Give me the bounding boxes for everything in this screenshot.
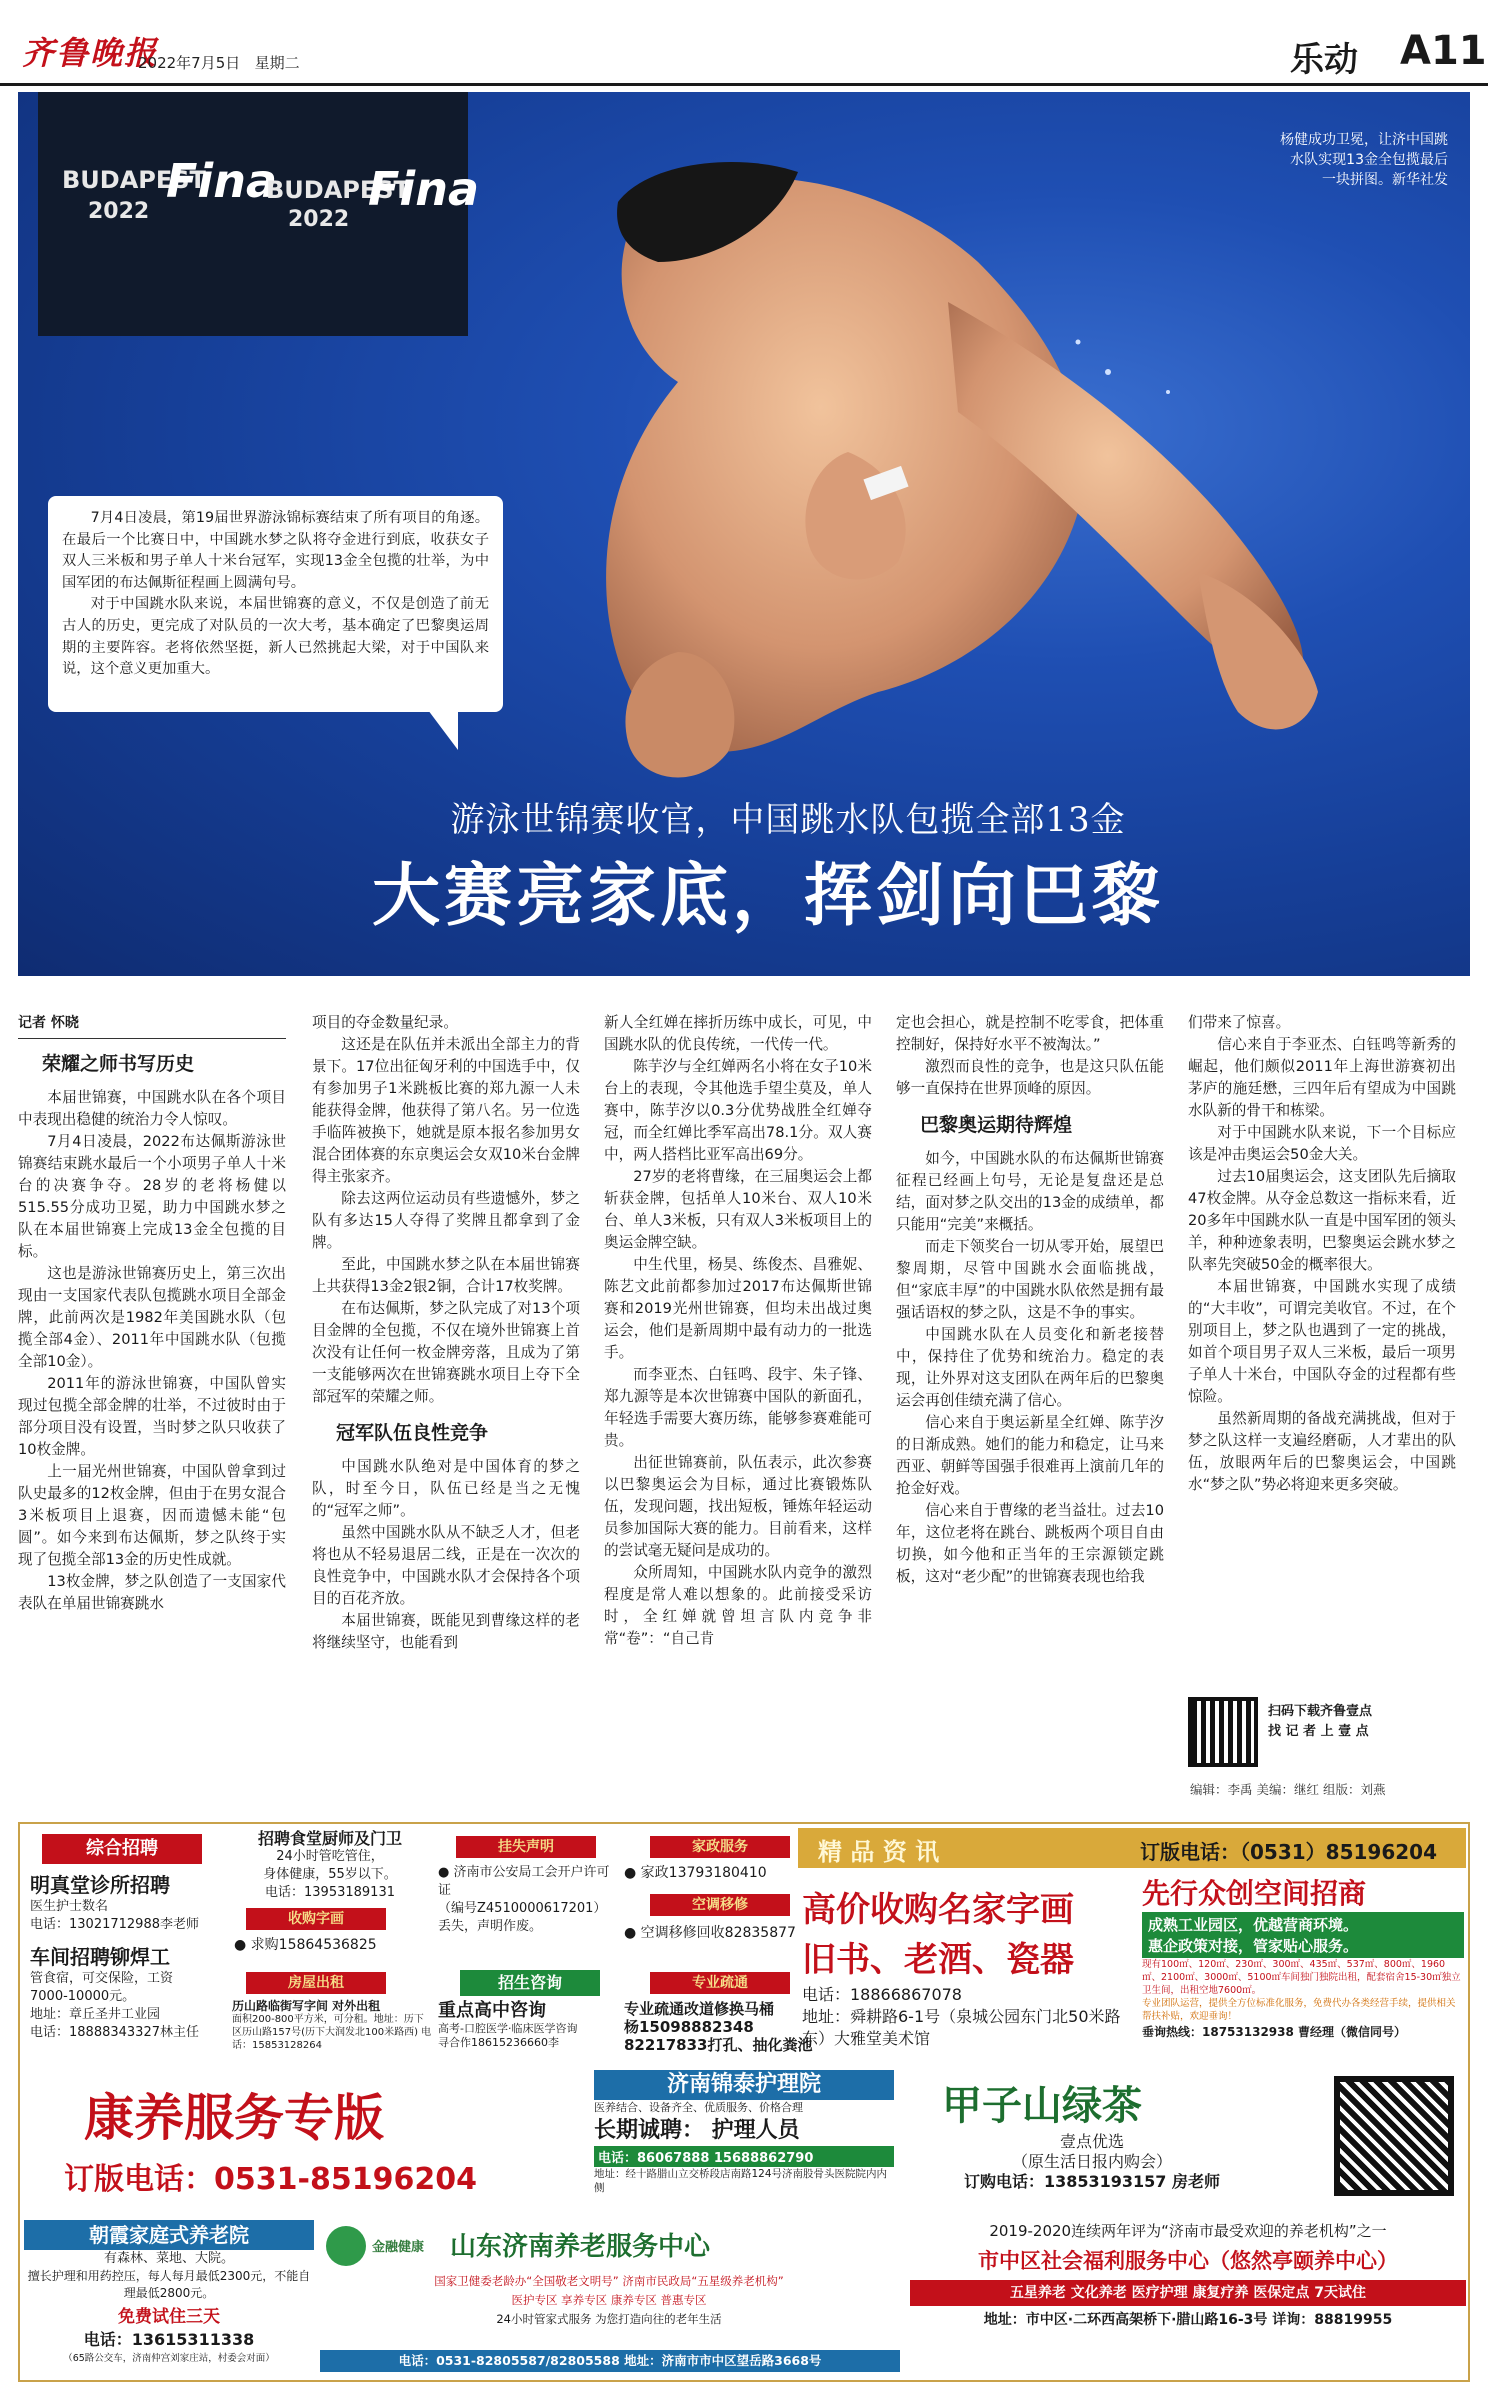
kangyang-phone: 订版电话：0531-85196204: [64, 2162, 477, 2197]
ad-label-painting: 收购字画: [246, 1908, 386, 1930]
article-paragraph: 中国跳水队在人员变化和新老接替中，保持住了优势和统治力。稳定的表现，让外界对这支团队在两年后的巴黎奥运会再创佳绩充满了信心。: [896, 1326, 1164, 1409]
photo-caption: 杨健成功卫冕，让济中国跳水队实现13金全包揽最后一块拼图。新华社发: [1280, 132, 1448, 188]
ad-clinic-title: 明真堂诊所招聘: [30, 1873, 170, 1897]
article-paragraph: 出征世锦赛前，队伍表示，此次参赛以巴黎奥运会为目标，通过比赛锻炼队伍，发现问题，找出短板，锤炼年轻运动员参加国际大赛的能力。目前看来，这样的尝试毫无疑问是成功的。: [604, 1454, 872, 1559]
editor-credits: 编辑：李禹 美编：继红 组版：刘燕: [1190, 1782, 1386, 1797]
clover-icon: [326, 2226, 366, 2266]
ad-shandong-elderly: [320, 2220, 900, 2380]
column-2: [312, 1012, 580, 1654]
article-paragraph: 中生代里，杨昊、练俊杰、昌雅妮、陈艺文此前都参加过2017布达佩斯世锦赛和2019光州世锦赛，但均未出战过奥运会，他们是新周期中最有动力的一批选手。: [604, 1256, 872, 1361]
ad-jintai: [594, 2070, 894, 2210]
article-paragraph: 除去这两位运动员有些遗憾外，梦之队有多达15人夺得了奖牌且都拿到了金牌。: [312, 1190, 580, 1251]
board-year: 2022: [88, 199, 150, 224]
ad-drain-line1: 杨15098882348: [624, 2018, 754, 2036]
ad-canteen-line2: 身体健康，55岁以下。: [263, 1867, 397, 1882]
ad-label-recruit: 综合招聘: [42, 1834, 202, 1864]
author-byline: 记者 怀晓: [18, 1012, 286, 1039]
ad-drain-line2: 82217833打孔、抽化粪池: [624, 2036, 813, 2054]
article-paragraph: 而走下领奖台一切从零开始，展望巴黎周期，尽管中国跳水会面临挑战，但“家底丰厚”的中国跳水队依然是拥有最强话语权的梦之队，这是不争的事实。: [896, 1238, 1164, 1321]
ad-loss-line3: 丢失，声明作废。: [438, 1919, 543, 1934]
ad-canteen-title: 招聘食堂厨师及门卫: [257, 1829, 402, 1848]
ad-xianxing: [1142, 1872, 1464, 2062]
article-paragraph: 这还是在队伍并未派出全部主力的背景下。17位出征匈牙利的中国选手中，仅有参加男子1米跳板比赛的郑九源一人未能获得金牌，他获得了第八名。另一位选手临阵被换下，她就是原本报名参加男女混合团体赛的东京奥运会女双10米台金牌得主张家齐。: [312, 1036, 580, 1185]
subheading: 巴黎奥运期待辉煌: [920, 1114, 1073, 1136]
xianxing-slogan-1: 成熟工业园区，优越营商环境。: [1148, 1916, 1359, 1934]
ad-welder-title: 车间招聘铆焊工: [30, 1945, 170, 1969]
qr-caption-line-1: 扫码下载齐鲁壹点: [1268, 1704, 1373, 1719]
ad-canteen-line1: 24小时管吃管住，: [276, 1849, 384, 1864]
article-paragraph: 激烈而良性的竞争，也是这只队伍能够一直保持在世界顶峰的原因。: [896, 1058, 1164, 1097]
column-2-text: [312, 1012, 580, 1654]
article-paragraph: 7月4日凌晨，2022布达佩斯游泳世锦赛结束跳水最后一个小项男子单人十米台的决赛争夺。28岁的老将杨健以515.55分成功卫冕，助力中国跳水梦之队在本届世锦赛上完成13金全包揽的目标。: [18, 1133, 286, 1260]
sd-title: 山东济南养老服务中心: [450, 2232, 711, 2262]
board-city: BUDAPEST: [62, 166, 206, 194]
jintai-title: 济南锦泰护理院: [594, 2070, 894, 2100]
weekday-text: 星期二: [254, 54, 300, 72]
ad-rent-title: 历山路临街写字间 对外出租: [232, 1999, 381, 2013]
subheading: 冠军队伍良性竞争: [336, 1422, 489, 1444]
column-5-text: [1188, 1012, 1456, 1496]
page-number: A11: [1400, 28, 1487, 74]
article-paragraph: 而李亚杰、白钰鸣、段宇、朱子锋、郑九源等是本次世锦赛中国队的新面孔，年轻选手需要大赛历练，能够参赛难能可贵。: [604, 1366, 872, 1449]
column-3-text: [604, 1012, 872, 1650]
ad-school: [438, 2000, 618, 2050]
article-paragraph: 定也会担心，就是控制不吃零食，把体重控制好，保持好水平不被淘汰。”: [896, 1014, 1164, 1053]
article-paragraph: 信心来自于奥运新星全红婵、陈芋汐的日渐成熟。她们的能力和稳定，让马来西亚、朝鲜等国强手很难再上演前几年的抢金好戏。: [896, 1414, 1164, 1497]
ad-zhaoxia: [24, 2220, 314, 2380]
jintai-tel: 电话：86067888 15688862790: [594, 2146, 894, 2167]
tea-title: 甲子山绿茶: [942, 2082, 1142, 2129]
zhaoxia-addr: （65路公交车，济南仲宫刘家庄站，村委会对面）: [63, 2353, 275, 2364]
article-paragraph: 陈芋汐与全红婵两名小将在女子10米台上的表现，令其他选手望尘莫及，单人赛中，陈芋汐以0.3分优势战胜全红婵夺冠，而全红婵比季军高出78.1分。双人赛中，两人搭档比亚军高出69分。: [604, 1058, 872, 1163]
ad-label-aircon: 空调移修: [650, 1894, 790, 1916]
article-paragraph: 27岁的老将曹缘，在三届奥运会上都斩获金牌，包括单人10米台、双人10米台、单人3米板，只有双人3米板项目上的奥运金牌空缺。: [604, 1168, 872, 1251]
article-paragraph: 本届世锦赛，中国跳水队在各个项目中表现出稳健的统治力令人惊叹。: [18, 1089, 286, 1128]
article-paragraph: 众所周知，中国跳水队内竞争的激烈程度是常人难以想象的。此前接受采访时，全红婵就曾坦言队内竞争非常“卷”：“自己肯: [604, 1564, 872, 1647]
zhaoxia-line1: 有森林、菜地、大院。: [103, 2251, 234, 2266]
article-paragraph: 在布达佩斯，梦之队完成了对13个项目金牌的全包揽，不仅在境外世锦赛上首次没有让任何一枚金牌旁落，且成为了第一支能够两次在世锦赛跳水项目上夺下全部冠军的荣耀之师。: [312, 1300, 580, 1405]
sd-line2: 医护专区 享养专区 康养专区 普惠专区: [511, 2293, 707, 2307]
ad-welder-line2: 7000-10000元。: [30, 1989, 136, 2004]
tea-qr-code[interactable]: [1334, 2076, 1454, 2196]
sd-line1: 国家卫健委老龄办“全国敬老文明号” 济南市民政局“五星级养老机构”: [434, 2274, 784, 2288]
article-paragraph: 对于中国跳水队来说，下一个目标应该是冲击奥运会50金大关。: [1188, 1124, 1456, 1163]
ad-canteen: [230, 1830, 430, 1902]
antique-addr: 地址：舜耕路6-1号（泉城公园东门北50米路东）大雅堂美术馆: [802, 2007, 1121, 2048]
article-paragraph: 这也是游泳世锦赛历史上，第三次出现由一支国家代表队包揽跳水项目全部金牌，此前两次是1982年美国跳水队（包揽全部4金）、2011年中国跳水队（包揽全部10金）。: [18, 1265, 286, 1370]
board-year-2: 2022: [288, 207, 350, 232]
jintai-hiring: 长期诚聘： 护理人员: [594, 2118, 800, 2143]
masthead-logo: 齐鲁晚报: [22, 34, 159, 72]
antique-title: 高价收购名家字画: [802, 1890, 1074, 1930]
ad-jiazi-tea: [902, 2070, 1468, 2210]
article-paragraph: 中国跳水队绝对是中国体育的梦之队，时至今日，队伍已经是当之无愧的“冠军之师”。: [312, 1458, 580, 1519]
ad-label-enroll: 招生咨询: [460, 1970, 600, 1996]
ad-drain: [624, 2000, 814, 2054]
date-text: 2022年7月5日: [138, 54, 241, 72]
sz-title: 市中区社会福利服务中心（悠然亭颐养中心）: [978, 2249, 1398, 2273]
ad-school-title: 重点高中咨询: [438, 2000, 546, 2021]
zhaoxia-line2: 擅长护理和用药控压，每人每月最低2300元，不能自理最低2800元。: [27, 2269, 311, 2300]
ad-antique-buy: [798, 1874, 1138, 2048]
ad-clinic: [30, 1872, 220, 1934]
ad-label-housekeeping: 家政服务: [650, 1836, 790, 1858]
hero-photo: [18, 92, 1470, 976]
article-paragraph: 本届世锦赛，既能见到曹缘这样的老将继续坚守，也能看到: [312, 1612, 580, 1651]
ad-loss-notice: [438, 1864, 618, 1936]
ad-rent-details: 面积200-800平方米，可分租。地址：历下区历山路157号(历下大润发北100米路西) 电话：15853128264: [232, 2014, 432, 2051]
ad-welder-line1: 管食宿，可交保险，工资: [30, 1971, 174, 1986]
tea-line1: 壹点优选: [1059, 2132, 1124, 2151]
jintai-line1: 医养结合、设备齐全、优质服务、价格合理: [594, 2101, 803, 2114]
column-4: [896, 1012, 1164, 1588]
sd-brand: 金融健康: [372, 2240, 425, 2255]
xianxing-services: 专业团队运营，提供全方位标准化服务，免费代办各类经营手续，提供相关帮扶补贴，欢迎垂询！: [1142, 1998, 1456, 2022]
article-paragraph: 信心来自于李亚杰、白钰鸣等新秀的崛起，他们颇似2011年上海世游赛初出茅庐的施廷懋，三四年后有望成为中国跳水队新的骨干和栋梁。: [1188, 1036, 1456, 1119]
intro-paragraph-2: 对于中国跳水队来说，本届世锦赛的意义，不仅是创造了前无古人的历史，更完成了对队员的一次大考，基本确定了巴黎奥运周期的主要阵容。老将依然坚挺，新人已然挑起大梁，对于中国队来说，这个意义更加重大。: [62, 596, 489, 678]
xianxing-details: 现有100㎡、120㎡、230㎡、300㎡、435㎡、537㎡、800㎡、1960㎡、2100㎡、3000㎡、5100㎡车间独门独院出租，配套宿舍15-30㎡独立卫生间，出租空地7600㎡。: [1142, 1959, 1461, 1996]
sd-details: [324, 2272, 894, 2329]
ad-label-loss: 挂失声明: [456, 1836, 596, 1858]
column-5: [1188, 1012, 1456, 1496]
page-header: [0, 0, 1488, 86]
ad-loss-line1: ● 济南市公安局工会开户许可证: [438, 1865, 610, 1898]
article-paragraph: 新人全红婵在摔折历练中成长，可见，中国跳水队的优良传统，一代传一代。: [604, 1014, 872, 1053]
sd-contact: 电话：0531-82805587/82805588 地址：济南市市中区望岳路3668号: [320, 2350, 900, 2372]
ad-boutique-bar: [798, 1828, 1466, 1868]
ad-clinic-line1: 医生护士数名: [30, 1899, 109, 1914]
tea-line2: （原生活日报内购会）: [1011, 2152, 1172, 2171]
ad-shizhong-welfare: [910, 2220, 1466, 2380]
ad-welder-line4: 电话：18888343327林主任: [30, 2025, 199, 2040]
sz-tags: 五星养老 文化养老 医疗护理 康复疗养 医保定点 7天试住: [910, 2280, 1466, 2306]
article-paragraph: 2011年的游泳世锦赛，中国队曾实现过包揽全部金牌的壮举，不过彼时由于部分项目没有设置，当时梦之队只收获了10枚金牌。: [18, 1375, 286, 1458]
kangyang-title: 康养服务专版: [84, 2088, 384, 2147]
boutique-phone: 订版电话：（0531）85196204: [1140, 1840, 1437, 1864]
article-paragraph: 上一届光州世锦赛，中国队曾拿到过队史最多的12枚金牌，但由于在男女混合3米板项目上退赛，因而遗憾未能“包圆”。如今来到布达佩斯，梦之队终于实现了包揽全部13金的历史性成就。: [18, 1463, 286, 1568]
xianxing-slogan: [1142, 1912, 1464, 1958]
intro-paragraph-1: 7月4日凌晨，第19届世界游泳锦标赛结束了所有项目的角逐。在最后一个比赛日中，中国跳水梦之队将夺金进行到底，收获女子双人三米板和男子单人十米台冠军，实现13金全包揽的壮举，为中国军团的布达佩斯征程画上圆满句号。: [62, 510, 489, 591]
intro-box-tail: [428, 710, 458, 750]
tea-line3: 订购电话：13853193157 房老师: [963, 2172, 1221, 2191]
article-paragraph: 本届世锦赛，中国跳水实现了成绩的“大丰收”，可谓完美收官。不过，在个别项目上，梦之队也遇到了一定的挑战，如首个项目男子双人三米板，最后一项男子单人十米台，中国队夺金的过程都有些惊险。: [1188, 1278, 1456, 1405]
column-1: [18, 1012, 286, 1615]
ad-loss-line2: （编号Z4510000617201）: [438, 1901, 607, 1916]
article-paragraph: 至此，中国跳水梦之队在本届世锦赛上共获得13金2银2铜，合计17枚奖牌。: [312, 1256, 580, 1295]
ad-clinic-line2: 电话：13021712988李老师: [30, 1917, 199, 1932]
sz-award: 2019-2020连续两年评为“济南市最受欢迎的养老机构”之一: [989, 2222, 1387, 2240]
ad-welder-line3: 地址：章丘圣井工业园: [30, 2007, 161, 2022]
article-paragraph: 信心来自于曹缘的老当益壮。过去10年，这位老将在跳台、跳板两个项目自由切换，如今他和正当年的王宗源锁定跳板，这对“老少配”的世锦赛表现也给我: [896, 1502, 1164, 1585]
zhaoxia-title: 朝霞家庭式养老院: [24, 2220, 314, 2250]
jintai-addr: 地址：经十路腊山立交桥段店南路124号济南股骨头医院院内内侧: [594, 2168, 888, 2194]
column-4-text: [896, 1012, 1164, 1588]
qr-caption: [1268, 1702, 1372, 1742]
issue-date: [138, 52, 300, 73]
article-headline: 大赛亮家底，挥剑向巴黎: [371, 856, 1164, 936]
ad-label-rent: 房屋出租: [246, 1972, 386, 1994]
antique-tel: 电话：18866867078: [802, 1985, 962, 2004]
ad-painting: ● 求购15864536825: [234, 1937, 377, 1953]
article-paragraph: 们带来了惊喜。: [1188, 1014, 1291, 1031]
subheading-1: 荣耀之师书写历史: [42, 1053, 195, 1075]
ad-housekeeping: ● 家政13793180410: [624, 1865, 767, 1881]
article-paragraph: 虽然中国跳水队从不缺乏人才，但老将也从不轻易退居二线，正是在一次次的良性竞争中，中国跳水队才会保持各个项目的百花齐放。: [312, 1524, 580, 1607]
column-3: [604, 1012, 872, 1650]
xianxing-slogan-2: 惠企政策对接，管家贴心服务。: [1148, 1937, 1359, 1955]
xianxing-hotline: 垂询热线：18753132938 曹经理（微信同号）: [1142, 2025, 1407, 2039]
article-kicker: 游泳世锦赛收官，中国跳水队包揽全部13金: [450, 800, 1126, 840]
column-1-text: [18, 1087, 286, 1615]
ad-drain-title: 专业疏通改道修换马桶: [624, 2000, 775, 2018]
ad-canteen-line3: 电话：13953189131: [265, 1885, 395, 1900]
ad-school-line2: 寻合作18615236660李: [438, 2036, 559, 2049]
qr-code[interactable]: [1188, 1697, 1258, 1767]
ads-section: [18, 1822, 1470, 2382]
ad-aircon: ● 空调移修回收82835877: [624, 1925, 796, 1941]
article-paragraph: 13枚金牌，梦之队创造了一支国家代表队在单届世锦赛跳水: [18, 1573, 286, 1612]
article-paragraph: 如今，中国跳水队的布达佩斯世锦赛征程已经画上句号，无论是复盘还是总结，面对梦之队交出的13金的成绩单，都只能用“完美”来概括。: [896, 1150, 1164, 1233]
boutique-title: 精 品 资 讯: [818, 1838, 940, 1866]
article-paragraph: 虽然新周期的备战充满挑战，但对于梦之队这样一支遍经磨砺，人才辈出的队伍，放眼两年后的巴黎奥运会，中国跳水“梦之队”势必将迎来更多突破。: [1188, 1410, 1456, 1493]
zhaoxia-free: 免费试住三天: [118, 2307, 220, 2327]
section-name: 乐动: [1290, 40, 1358, 80]
ad-welder: [30, 1944, 220, 2042]
ad-rent: [232, 2000, 432, 2052]
xianxing-title: 先行众创空间招商: [1142, 1877, 1367, 1910]
article-paragraph: 过去10届奥运会，这支团队先后摘取47枚金牌。从夺金总数这一指标来看，近20多年中国跳水队一直是中国军团的领头羊，种种迹象表明，巴黎奥运会跳水梦之队率先突破50金的概率很大。: [1188, 1168, 1456, 1273]
intro-box: [48, 496, 503, 712]
tea-details: [942, 2132, 1242, 2192]
board-city-2: BUDAPEST: [266, 176, 410, 204]
board-brand: Fina: [166, 154, 277, 208]
ad-label-drain: 专业疏通: [650, 1972, 790, 1994]
sd-line3: 24小时管家式服务 为您打造向往的老年生活: [496, 2312, 722, 2326]
zhaoxia-tel: 电话：13615311338: [83, 2330, 255, 2349]
ad-kangyang: [24, 2074, 584, 2214]
ad-school-line1: 高考-口腔医学·临床医学咨询: [438, 2022, 578, 2035]
antique-contact: [802, 1984, 1132, 2050]
board-brand-2: Fina: [368, 162, 479, 216]
article-body: [18, 1012, 1470, 1812]
qr-caption-line-2: 找 记 者 上 壹 点: [1268, 1724, 1369, 1739]
article-paragraph: 项目的夺金数量纪录。: [312, 1014, 458, 1031]
sz-addr: 地址：市中区·二环西高架桥下·腊山路16-3号 详询：88819955: [983, 2312, 1393, 2328]
antique-title-2: 旧书、老酒、瓷器: [802, 1940, 1074, 1980]
